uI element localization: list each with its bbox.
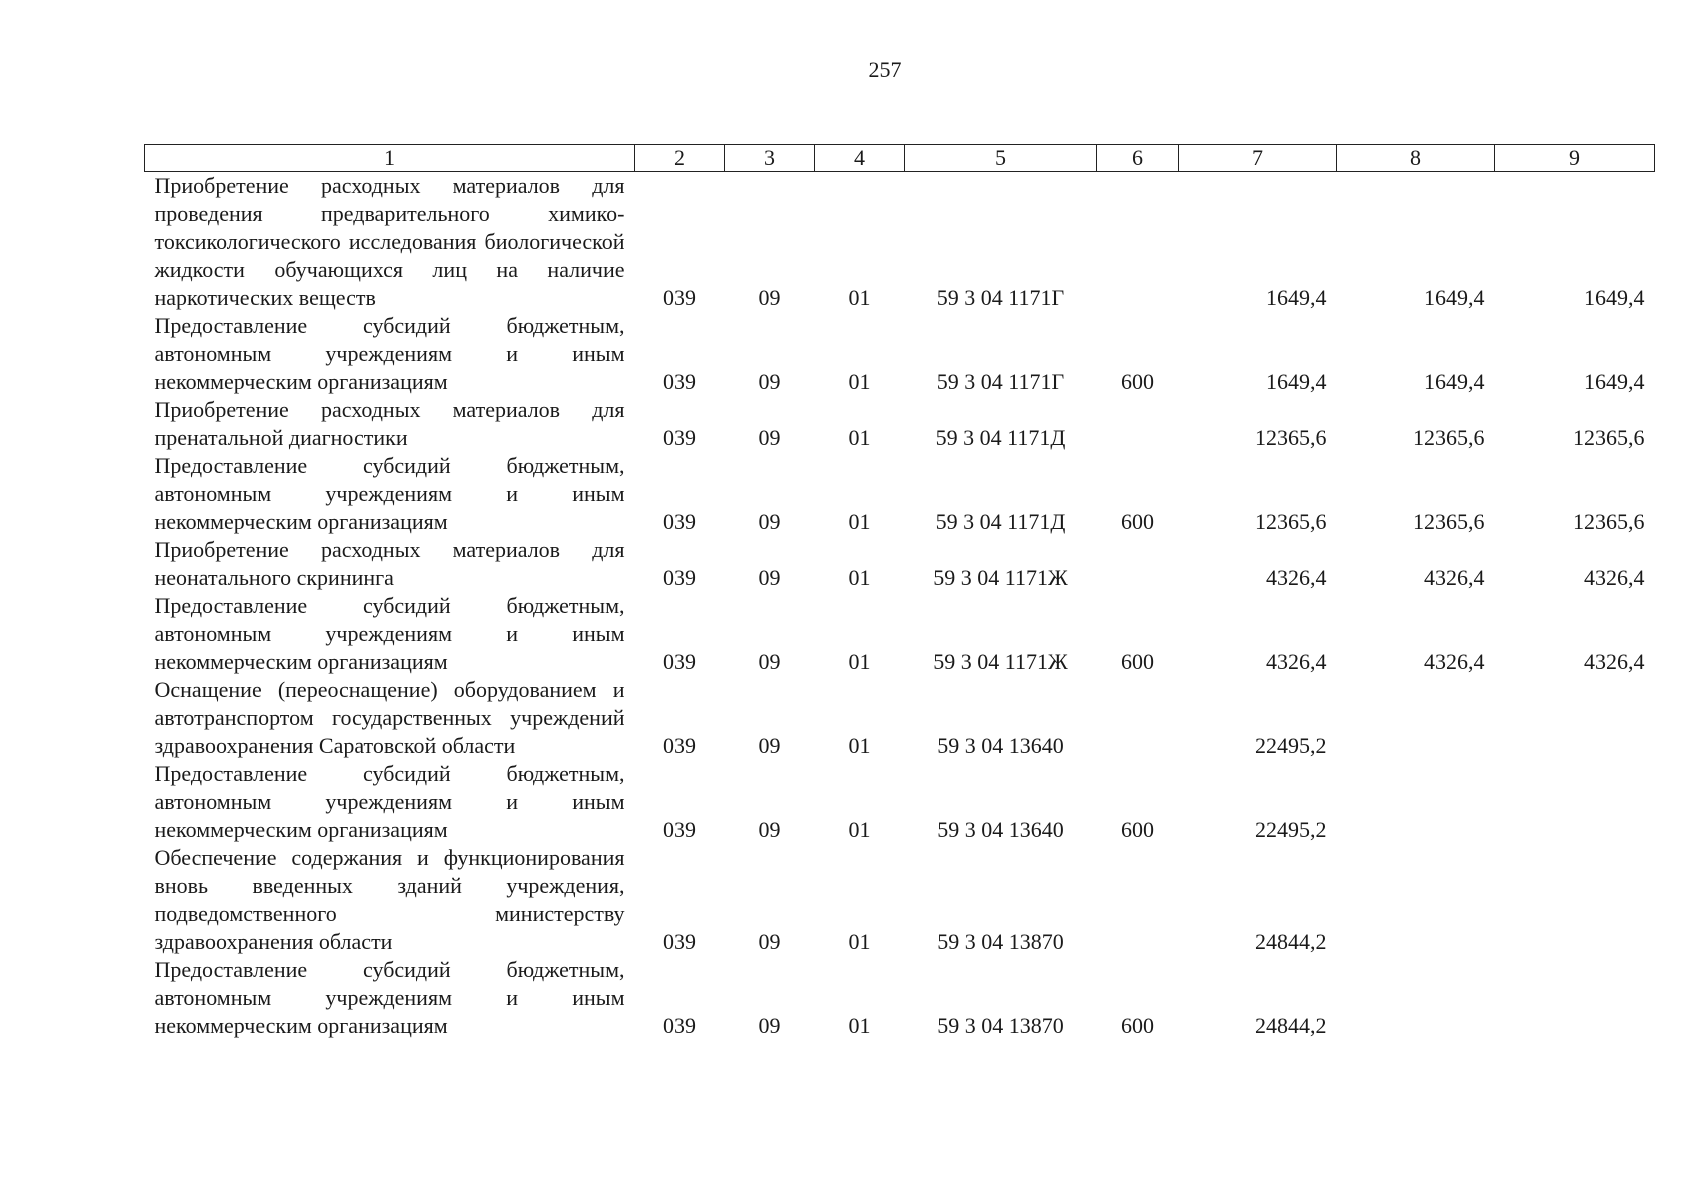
- table-row: [145, 956, 1655, 1040]
- row-description: Приобретение расходных материалов для неонатального скрининга: [154, 537, 625, 590]
- cell-target-article: 59 3 04 1171Д: [935, 509, 1066, 534]
- cell-subsection: 01: [848, 509, 871, 534]
- cell-section: 09: [758, 565, 781, 590]
- cell-section: 09: [758, 369, 781, 394]
- cell-section: 09: [758, 649, 781, 674]
- cell-expense-type: 600: [1121, 817, 1154, 842]
- cell-expense-type: 600: [1121, 1013, 1154, 1038]
- cell-amount-year-1: 22495,2: [1255, 733, 1327, 758]
- cell-subsection: 01: [848, 425, 871, 450]
- cell-amount-year-3: 4326,4: [1584, 565, 1645, 590]
- header-cell-7: 7: [1179, 145, 1337, 172]
- row-description: Предоставление субсидий бюджетным, автономным учреждениям и иным некоммерческим организациям: [154, 761, 625, 842]
- cell-amount-year-3: 12365,6: [1573, 509, 1645, 534]
- cell-amount-year-2: [1337, 676, 1495, 760]
- header-cell-5: 5: [905, 145, 1097, 172]
- header-cell-9: 9: [1495, 145, 1655, 172]
- row-description: Обеспечение содержания и функционирования вновь введенных зданий учреждения, подведомственного министерству здравоохранения области: [154, 845, 625, 954]
- table-row: [145, 172, 1655, 313]
- cell-amount-year-1: 1649,4: [1266, 285, 1327, 310]
- row-description: Предоставление субсидий бюджетным, автономным учреждениям и иным некоммерческим организациям: [154, 593, 625, 674]
- cell-amount-year-1: 24844,2: [1255, 1013, 1327, 1038]
- cell-section: 09: [758, 425, 781, 450]
- header-cell-3: 3: [725, 145, 815, 172]
- table-row: [145, 844, 1655, 956]
- cell-admin-code: 039: [663, 1013, 696, 1038]
- cell-amount-year-2: 1649,4: [1424, 369, 1485, 394]
- cell-subsection: 01: [848, 369, 871, 394]
- cell-subsection: 01: [848, 929, 871, 954]
- cell-expense-type: 600: [1121, 509, 1154, 534]
- cell-amount-year-1: 4326,4: [1266, 565, 1327, 590]
- table-row: [145, 536, 1655, 592]
- cell-admin-code: 039: [663, 929, 696, 954]
- cell-admin-code: 039: [663, 425, 696, 450]
- cell-amount-year-2: 12365,6: [1413, 425, 1485, 450]
- cell-expense-type: 600: [1121, 369, 1154, 394]
- cell-amount-year-3: 12365,6: [1573, 425, 1645, 450]
- cell-target-article: 59 3 04 13870: [937, 929, 1064, 954]
- cell-amount-year-3: 1649,4: [1584, 285, 1645, 310]
- cell-admin-code: 039: [663, 285, 696, 310]
- table-row: [145, 676, 1655, 760]
- cell-amount-year-3: [1495, 956, 1655, 1040]
- table-row: [145, 760, 1655, 844]
- cell-admin-code: 039: [663, 817, 696, 842]
- header-cell-2: 2: [635, 145, 725, 172]
- table-row: [145, 396, 1655, 452]
- cell-amount-year-3: [1495, 760, 1655, 844]
- table-row: [145, 592, 1655, 676]
- cell-amount-year-3: [1495, 676, 1655, 760]
- cell-admin-code: 039: [663, 509, 696, 534]
- cell-amount-year-1: 12365,6: [1255, 425, 1327, 450]
- header-cell-4: 4: [815, 145, 905, 172]
- cell-expense-type: [1097, 676, 1179, 760]
- cell-target-article: 59 3 04 13640: [937, 733, 1064, 758]
- cell-expense-type: 600: [1121, 649, 1154, 674]
- cell-expense-type: [1097, 172, 1179, 313]
- cell-amount-year-1: 12365,6: [1255, 509, 1327, 534]
- cell-target-article: 59 3 04 13870: [937, 1013, 1064, 1038]
- cell-target-article: 59 3 04 1171Ж: [933, 565, 1068, 590]
- row-description: Предоставление субсидий бюджетным, автономным учреждениям и иным некоммерческим организациям: [154, 957, 625, 1038]
- cell-amount-year-1: 4326,4: [1266, 649, 1327, 674]
- cell-target-article: 59 3 04 13640: [937, 817, 1064, 842]
- cell-section: 09: [758, 733, 781, 758]
- header-cell-8: 8: [1337, 145, 1495, 172]
- cell-amount-year-2: 1649,4: [1424, 285, 1485, 310]
- cell-target-article: 59 3 04 1171Г: [936, 285, 1065, 310]
- cell-admin-code: 039: [663, 565, 696, 590]
- header-cell-6: 6: [1097, 145, 1179, 172]
- cell-target-article: 59 3 04 1171Д: [935, 425, 1066, 450]
- cell-amount-year-3: 1649,4: [1584, 369, 1645, 394]
- table-body: [145, 172, 1655, 1041]
- cell-admin-code: 039: [663, 369, 696, 394]
- cell-subsection: 01: [848, 1013, 871, 1038]
- cell-expense-type: [1097, 396, 1179, 452]
- page-number: 257: [868, 57, 902, 82]
- cell-subsection: 01: [848, 733, 871, 758]
- cell-amount-year-2: 12365,6: [1413, 509, 1485, 534]
- cell-amount-year-3: 4326,4: [1584, 649, 1645, 674]
- budget-table: [144, 144, 1655, 1040]
- row-description: Оснащение (переоснащение) оборудованием и автотранспортом государственных учреждений здравоохранения Саратовской области: [154, 677, 625, 758]
- cell-amount-year-3: [1495, 844, 1655, 956]
- table-row: [145, 312, 1655, 396]
- cell-subsection: 01: [848, 649, 871, 674]
- cell-amount-year-2: [1337, 844, 1495, 956]
- table-row: [145, 452, 1655, 536]
- cell-amount-year-1: 24844,2: [1255, 929, 1327, 954]
- cell-admin-code: 039: [663, 733, 696, 758]
- header-row: [145, 145, 1655, 172]
- row-description: Предоставление субсидий бюджетным, автономным учреждениям и иным некоммерческим организациям: [154, 313, 625, 394]
- cell-target-article: 59 3 04 1171Г: [936, 369, 1065, 394]
- cell-amount-year-2: [1337, 956, 1495, 1040]
- cell-subsection: 01: [848, 817, 871, 842]
- cell-section: 09: [758, 929, 781, 954]
- row-description: Приобретение расходных материалов для проведения предварительного химико-токсикологического исследования биологической жидкости обучающихся лиц на наличие наркотических веществ: [154, 173, 625, 310]
- cell-admin-code: 039: [663, 649, 696, 674]
- cell-amount-year-1: 1649,4: [1266, 369, 1327, 394]
- cell-section: 09: [758, 1013, 781, 1038]
- cell-amount-year-1: 22495,2: [1255, 817, 1327, 842]
- cell-section: 09: [758, 285, 781, 310]
- cell-amount-year-2: 4326,4: [1424, 649, 1485, 674]
- cell-expense-type: [1097, 536, 1179, 592]
- cell-section: 09: [758, 509, 781, 534]
- cell-amount-year-2: 4326,4: [1424, 565, 1485, 590]
- header-cell-1: 1: [145, 145, 635, 172]
- cell-target-article: 59 3 04 1171Ж: [933, 649, 1068, 674]
- cell-section: 09: [758, 817, 781, 842]
- cell-expense-type: [1097, 844, 1179, 956]
- cell-subsection: 01: [848, 285, 871, 310]
- cell-amount-year-2: [1337, 760, 1495, 844]
- row-description: Предоставление субсидий бюджетным, автономным учреждениям и иным некоммерческим организациям: [154, 453, 625, 534]
- cell-subsection: 01: [848, 565, 871, 590]
- row-description: Приобретение расходных материалов для пренатальной диагностики: [154, 397, 625, 450]
